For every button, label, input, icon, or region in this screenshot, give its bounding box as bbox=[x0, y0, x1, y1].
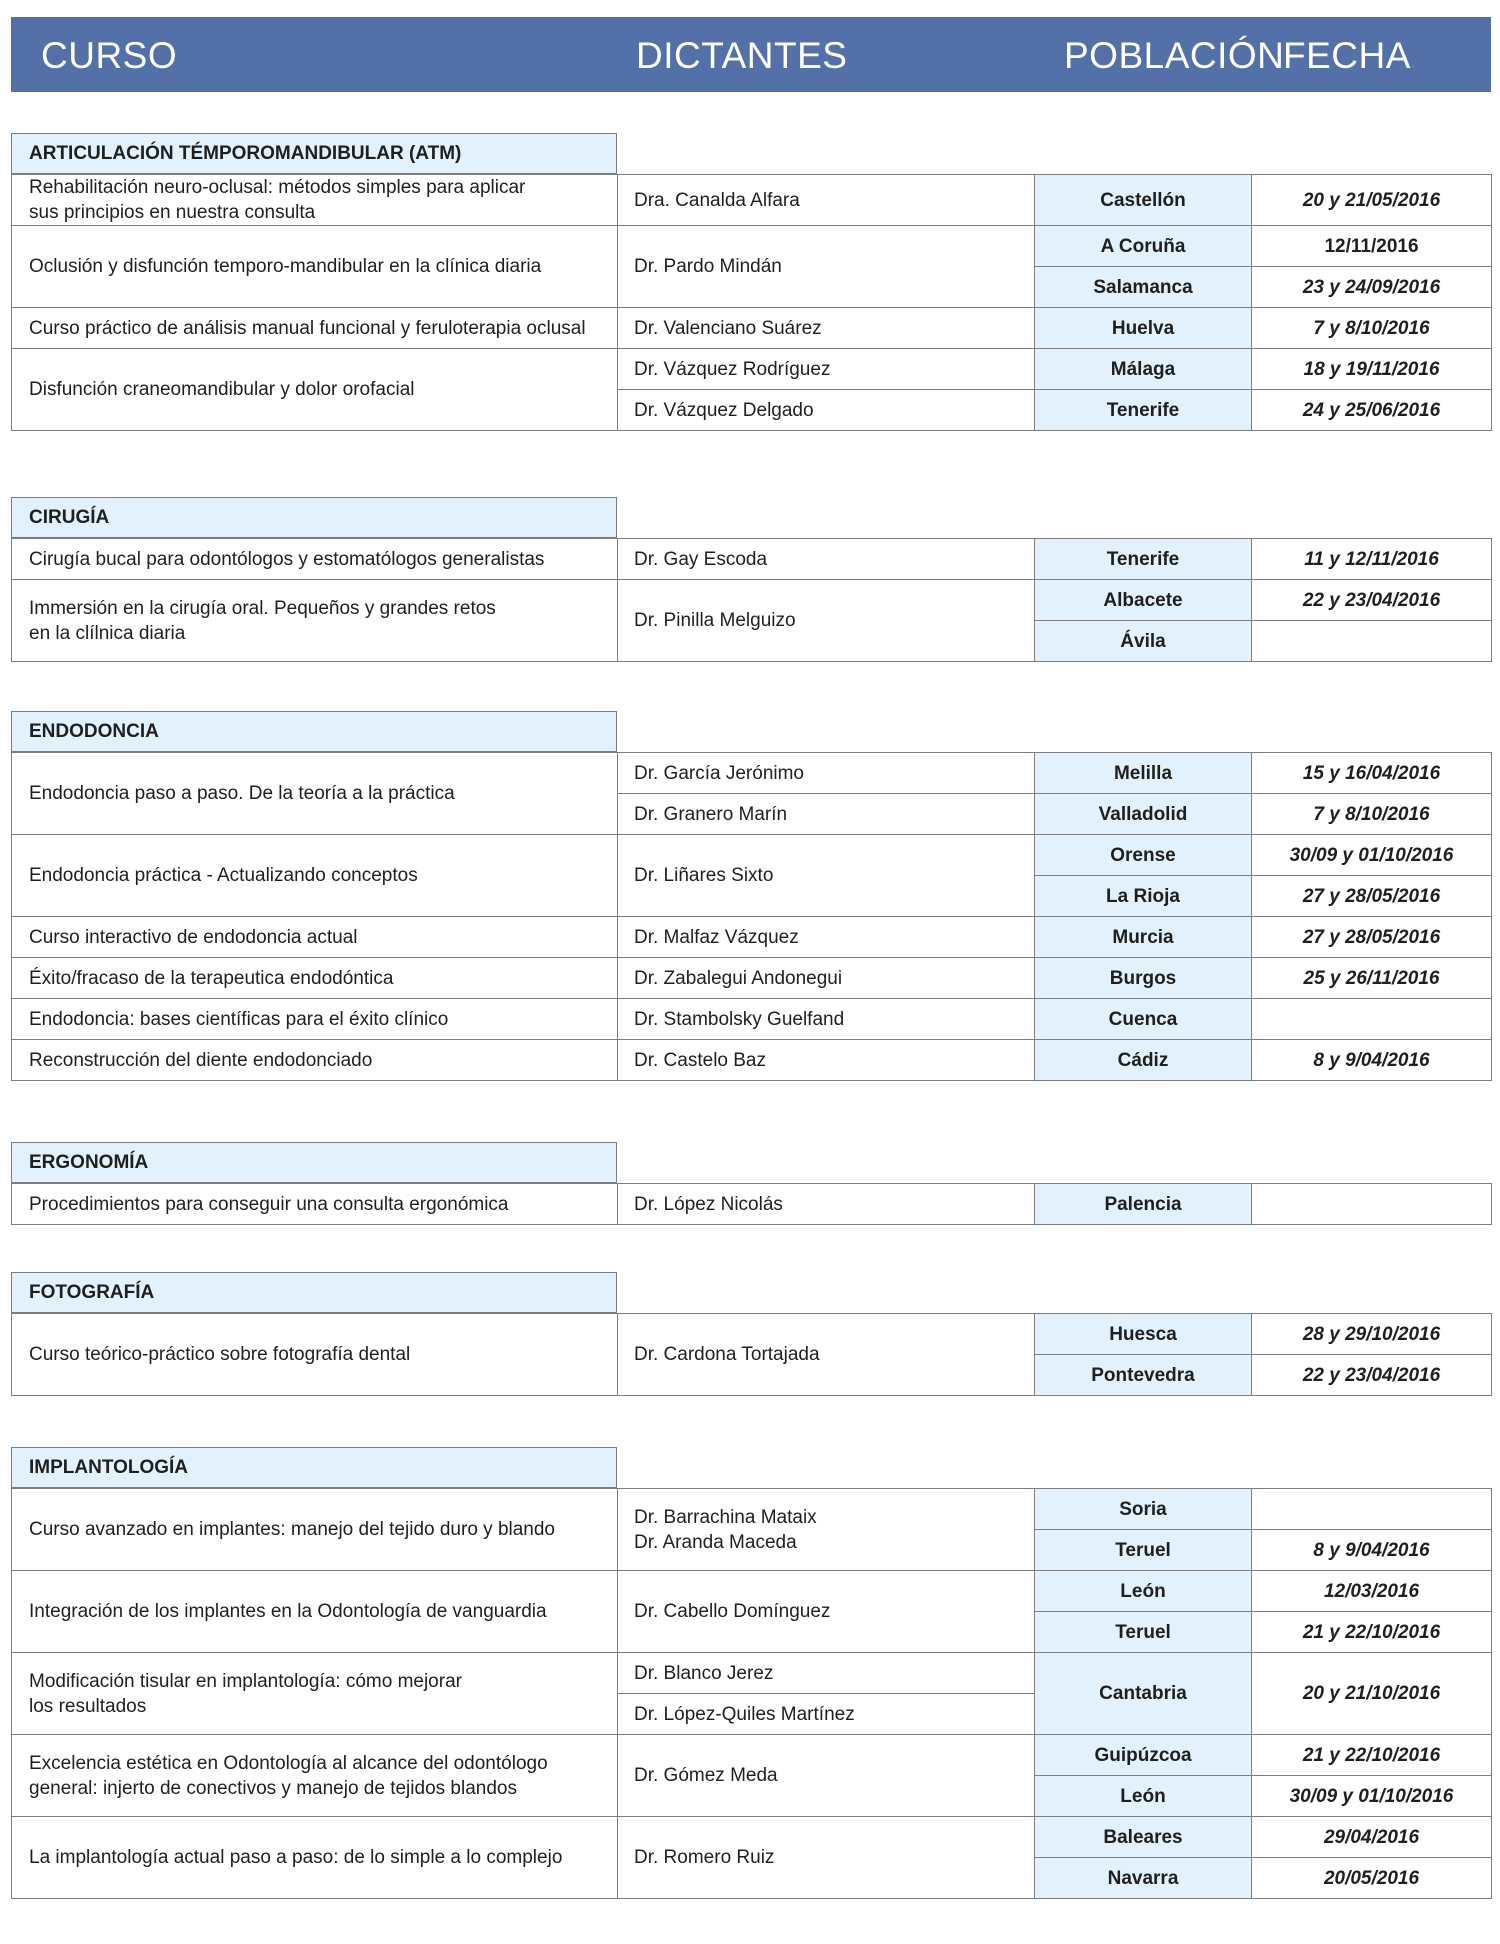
text-line: Dr. Gay Escoda bbox=[634, 548, 768, 570]
course-fecha: 20 y 21/05/2016 bbox=[1252, 175, 1492, 226]
text-line: La implantología actual paso a paso: de lo simple a lo complejo bbox=[29, 1847, 563, 1868]
course-fecha: 12/03/2016 bbox=[1252, 1571, 1492, 1612]
table-row bbox=[12, 1184, 1492, 1225]
course-fecha: 24 y 25/06/2016 bbox=[1252, 390, 1492, 431]
text-line: Immersión en la cirugía oral. Pequeños y grandes retos bbox=[29, 597, 496, 619]
table-row bbox=[12, 175, 1492, 226]
text-line: en la clílnica diaria bbox=[29, 622, 186, 644]
course-poblacion: Cantabria bbox=[1035, 1653, 1252, 1735]
text-line: Dr. Pardo Mindán bbox=[634, 256, 782, 277]
course-name bbox=[12, 835, 618, 917]
course-dictantes bbox=[618, 175, 1035, 226]
course-dictante: Dr. Granero Marín bbox=[618, 794, 1035, 835]
course-fecha: 12/11/2016 bbox=[1252, 226, 1492, 267]
table-row bbox=[12, 753, 1492, 794]
text-line: general: injerto de conectivos y manejo de tejidos blandos bbox=[29, 1777, 517, 1799]
course-poblacion: Guipúzcoa bbox=[1035, 1735, 1252, 1776]
text-line: Reconstrucción del diente endodonciado bbox=[29, 1049, 373, 1071]
course-fecha: 15 y 16/04/2016 bbox=[1252, 753, 1492, 794]
course-table bbox=[11, 538, 1492, 662]
course-fecha bbox=[1252, 621, 1492, 662]
course-fecha: 20/05/2016 bbox=[1252, 1858, 1492, 1899]
course-poblacion: Tenerife bbox=[1035, 390, 1252, 431]
course-dictantes bbox=[618, 1735, 1035, 1817]
course-poblacion: León bbox=[1035, 1776, 1252, 1817]
text-line: Cirugía bucal para odontólogos y estomatólogos generalistas bbox=[29, 548, 545, 570]
table-row bbox=[12, 349, 1492, 390]
course-fecha bbox=[1252, 999, 1492, 1040]
course-name bbox=[12, 1040, 618, 1081]
course-dictantes bbox=[618, 917, 1035, 958]
course-dictantes bbox=[618, 580, 1035, 662]
course-fecha: 7 y 8/10/2016 bbox=[1252, 794, 1492, 835]
course-fecha: 27 y 28/05/2016 bbox=[1252, 917, 1492, 958]
text-line: Endodoncia paso a paso. De la teoría a la práctica bbox=[29, 783, 455, 804]
course-dictante: Dr. García Jerónimo bbox=[618, 753, 1035, 794]
course-poblacion: Baleares bbox=[1035, 1817, 1252, 1858]
text-line: Dr. Valenciano Suárez bbox=[634, 317, 822, 339]
course-dictantes bbox=[618, 1314, 1035, 1396]
course-table bbox=[11, 752, 1492, 1081]
course-poblacion: Teruel bbox=[1035, 1612, 1252, 1653]
course-dictantes bbox=[618, 1817, 1035, 1899]
course-name bbox=[12, 539, 618, 580]
course-name bbox=[12, 753, 618, 835]
course-poblacion: Salamanca bbox=[1035, 267, 1252, 308]
text-line: Dr. Cardona Tortajada bbox=[634, 1344, 820, 1365]
course-fecha: 8 y 9/04/2016 bbox=[1252, 1530, 1492, 1571]
text-line: Dr. Aranda Maceda bbox=[634, 1531, 797, 1553]
course-fecha: 11 y 12/11/2016 bbox=[1252, 539, 1492, 580]
course-dictante: Dr. Vázquez Rodríguez bbox=[618, 349, 1035, 390]
course-dictante: Dr. Blanco Jerez bbox=[618, 1653, 1035, 1694]
course-poblacion: La Rioja bbox=[1035, 876, 1252, 917]
text-line: Dr. Zabalegui Andonegui bbox=[634, 967, 843, 989]
course-poblacion: Orense bbox=[1035, 835, 1252, 876]
course-fecha bbox=[1252, 1489, 1492, 1530]
course-poblacion: Navarra bbox=[1035, 1858, 1252, 1899]
table-row bbox=[12, 999, 1492, 1040]
text-line: Excelencia estética en Odontología al alcance del odontólogo bbox=[29, 1752, 548, 1774]
text-line: Curso teórico-práctico sobre fotografía dental bbox=[29, 1344, 411, 1365]
course-fecha: 22 y 23/04/2016 bbox=[1252, 580, 1492, 621]
text-line: Dra. Canalda Alfara bbox=[634, 189, 800, 211]
header-fecha: FECHA bbox=[1283, 35, 1411, 76]
course-fecha: 30/09 y 01/10/2016 bbox=[1252, 1776, 1492, 1817]
text-line: Dr. Cabello Domínguez bbox=[634, 1601, 831, 1622]
course-dictante: Dr. López-Quiles Martínez bbox=[618, 1694, 1035, 1735]
section-title: CIRUGÍA bbox=[11, 497, 617, 538]
course-dictantes bbox=[618, 1571, 1035, 1653]
course-name bbox=[12, 308, 618, 349]
course-name bbox=[12, 175, 618, 226]
table-row bbox=[12, 1571, 1492, 1612]
text-line: Dr. Liñares Sixto bbox=[634, 865, 774, 886]
course-fecha: 7 y 8/10/2016 bbox=[1252, 308, 1492, 349]
header-dictantes: DICTANTES bbox=[636, 35, 848, 76]
table-row bbox=[12, 1040, 1492, 1081]
course-fecha: 27 y 28/05/2016 bbox=[1252, 876, 1492, 917]
course-poblacion: Ávila bbox=[1035, 621, 1252, 662]
text-line: Dr. Malfaz Vázquez bbox=[634, 926, 799, 948]
course-name bbox=[12, 1735, 618, 1817]
course-name bbox=[12, 917, 618, 958]
text-line: los resultados bbox=[29, 1695, 147, 1717]
course-poblacion: Málaga bbox=[1035, 349, 1252, 390]
text-line: Curso práctico de análisis manual funcional y feruloterapia oclusal bbox=[29, 317, 586, 339]
text-line: Dr. Barrachina Mataix bbox=[634, 1506, 817, 1528]
course-name bbox=[12, 226, 618, 308]
course-table bbox=[11, 1488, 1492, 1899]
table-row bbox=[12, 1817, 1492, 1858]
table-row bbox=[12, 835, 1492, 876]
text-line: Endodoncia práctica - Actualizando conceptos bbox=[29, 865, 418, 886]
course-dictantes bbox=[618, 1184, 1035, 1225]
course-dictantes bbox=[618, 999, 1035, 1040]
table-row bbox=[12, 539, 1492, 580]
course-fecha: 21 y 22/10/2016 bbox=[1252, 1735, 1492, 1776]
course-dictantes bbox=[618, 539, 1035, 580]
course-name bbox=[12, 1571, 618, 1653]
course-poblacion: Cádiz bbox=[1035, 1040, 1252, 1081]
course-poblacion: Huelva bbox=[1035, 308, 1252, 349]
course-poblacion: Pontevedra bbox=[1035, 1355, 1252, 1396]
course-name bbox=[12, 999, 618, 1040]
table-header bbox=[11, 17, 1491, 92]
course-poblacion: Albacete bbox=[1035, 580, 1252, 621]
text-line: Curso interactivo de endodoncia actual bbox=[29, 926, 358, 948]
table-row bbox=[12, 308, 1492, 349]
course-poblacion: A Coruña bbox=[1035, 226, 1252, 267]
text-line: Disfunción craneomandibular y dolor orofacial bbox=[29, 379, 415, 400]
course-fecha: 29/04/2016 bbox=[1252, 1817, 1492, 1858]
course-poblacion: Cuenca bbox=[1035, 999, 1252, 1040]
course-table bbox=[11, 1183, 1492, 1225]
text-line: Procedimientos para conseguir una consulta ergonómica bbox=[29, 1193, 509, 1215]
course-fecha: 21 y 22/10/2016 bbox=[1252, 1612, 1492, 1653]
course-poblacion: Murcia bbox=[1035, 917, 1252, 958]
course-name bbox=[12, 1314, 618, 1396]
table-row bbox=[12, 958, 1492, 999]
text-line: Endodoncia: bases científicas para el éxito clínico bbox=[29, 1008, 449, 1030]
course-fecha: 30/09 y 01/10/2016 bbox=[1252, 835, 1492, 876]
text-line: Dr. Castelo Baz bbox=[634, 1049, 766, 1071]
course-poblacion: Tenerife bbox=[1035, 539, 1252, 580]
text-line: Modificación tisular en implantología: cómo mejorar bbox=[29, 1670, 462, 1692]
course-fecha: 18 y 19/11/2016 bbox=[1252, 349, 1492, 390]
course-name bbox=[12, 580, 618, 662]
course-poblacion: Castellón bbox=[1035, 175, 1252, 226]
section-title: ENDODONCIA bbox=[11, 711, 617, 752]
course-name bbox=[12, 1653, 618, 1735]
course-fecha: 28 y 29/10/2016 bbox=[1252, 1314, 1492, 1355]
course-dictantes bbox=[618, 308, 1035, 349]
text-line: Dr. Romero Ruiz bbox=[634, 1847, 775, 1868]
course-poblacion: Huesca bbox=[1035, 1314, 1252, 1355]
text-line: Dr. Gómez Meda bbox=[634, 1765, 778, 1786]
table-row bbox=[12, 580, 1492, 621]
section-title: IMPLANTOLOGÍA bbox=[11, 1447, 617, 1488]
text-line: sus principios en nuestra consulta bbox=[29, 202, 316, 223]
table-row bbox=[12, 1489, 1492, 1530]
header-poblacion: POBLACIÓN bbox=[1064, 35, 1285, 76]
course-poblacion: Soria bbox=[1035, 1489, 1252, 1530]
table-row bbox=[12, 1735, 1492, 1776]
text-line: Dr. Stambolsky Guelfand bbox=[634, 1008, 845, 1030]
table-row bbox=[12, 1314, 1492, 1355]
course-table bbox=[11, 174, 1492, 431]
course-table bbox=[11, 1313, 1492, 1396]
header-curso: CURSO bbox=[41, 35, 178, 76]
course-dictantes bbox=[618, 835, 1035, 917]
course-fecha: 20 y 21/10/2016 bbox=[1252, 1653, 1492, 1735]
course-poblacion: León bbox=[1035, 1571, 1252, 1612]
course-name bbox=[12, 349, 618, 431]
section-title: FOTOGRAFÍA bbox=[11, 1272, 617, 1313]
table-row bbox=[12, 917, 1492, 958]
course-fecha bbox=[1252, 1184, 1492, 1225]
text-line: Integración de los implantes en la Odontología de vanguardia bbox=[29, 1601, 547, 1622]
section-title: ARTICULACIÓN TÉMPOROMANDIBULAR (ATM) bbox=[11, 133, 617, 174]
course-dictantes bbox=[618, 226, 1035, 308]
course-name bbox=[12, 958, 618, 999]
text-line: Oclusión y disfunción temporo-mandibular en la clínica diaria bbox=[29, 256, 542, 277]
course-name bbox=[12, 1184, 618, 1225]
course-poblacion: Burgos bbox=[1035, 958, 1252, 999]
table-row bbox=[12, 1653, 1492, 1694]
text-line: Éxito/fracaso de la terapeutica endodóntica bbox=[29, 967, 394, 989]
course-dictantes bbox=[618, 1489, 1035, 1571]
course-poblacion: Palencia bbox=[1035, 1184, 1252, 1225]
course-name bbox=[12, 1489, 618, 1571]
course-dictante: Dr. Vázquez Delgado bbox=[618, 390, 1035, 431]
course-fecha: 23 y 24/09/2016 bbox=[1252, 267, 1492, 308]
course-fecha: 22 y 23/04/2016 bbox=[1252, 1355, 1492, 1396]
course-poblacion: Melilla bbox=[1035, 753, 1252, 794]
table-row bbox=[12, 226, 1492, 267]
text-line: Rehabilitación neuro-oclusal: métodos simples para aplicar bbox=[29, 177, 526, 198]
text-line: Curso avanzado en implantes: manejo del tejido duro y blando bbox=[29, 1519, 555, 1540]
text-line: Dr. López Nicolás bbox=[634, 1193, 783, 1215]
course-fecha: 25 y 26/11/2016 bbox=[1252, 958, 1492, 999]
section-title: ERGONOMÍA bbox=[11, 1142, 617, 1183]
text-line: Dr. Pinilla Melguizo bbox=[634, 610, 796, 631]
course-poblacion: Valladolid bbox=[1035, 794, 1252, 835]
course-dictantes bbox=[618, 1040, 1035, 1081]
course-dictantes bbox=[618, 958, 1035, 999]
course-fecha: 8 y 9/04/2016 bbox=[1252, 1040, 1492, 1081]
course-name bbox=[12, 1817, 618, 1899]
course-poblacion: Teruel bbox=[1035, 1530, 1252, 1571]
